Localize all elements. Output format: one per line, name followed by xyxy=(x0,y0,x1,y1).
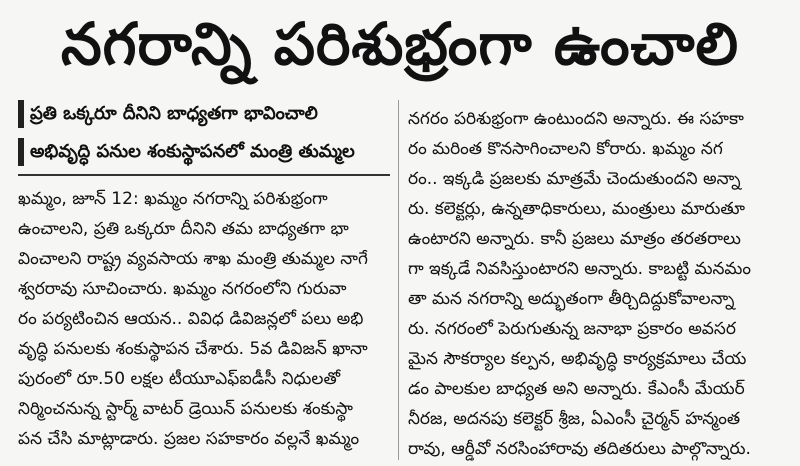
article-line: శ్వరరావు సూచించారు. ఖమ్మం నగరంలోని గురువా xyxy=(18,279,347,299)
headline: నగరాన్ని పరిశుభ్రంగా ఉంచాలి xyxy=(60,10,740,78)
left-article-text xyxy=(18,184,390,454)
subheading-2: అభివృద్ధి పనుల శంకుస్థాపనలో మంత్రి తుమ్మల xyxy=(18,138,390,166)
article-line: రు. కలెక్టర్లు, ఉన్నతాధికారులు, మంత్రులు మారుతూ xyxy=(408,199,745,219)
article-line: రం పర్యటించిన ఆయన.. వివిధ డివిజన్లలో పలు అభి xyxy=(18,309,364,329)
article-line: పన చేసి మాట్లాడారు. ప్రజల సహకారం వల్లనే ఖమ్మం xyxy=(18,429,360,449)
article-line: వృద్ధి పనులకు శంకుస్థాపన చేశారు. 5వ డివిజన్ ఖానా xyxy=(18,339,368,359)
article-line: గా ఇక్కడే నివసిస్తుంటారని అన్నారు. కాబట్టి మనమం xyxy=(408,259,752,279)
article-line: నగరం పరిశుభ్రంగా ఉంటుందని అన్నారు. ఈ సహకా xyxy=(408,109,744,129)
left-column xyxy=(18,96,390,454)
article-line: ఖమ్మం, జూన్ 12: ఖమ్మం నగరాన్ని పరిశుభ్రంగా xyxy=(18,189,328,209)
article-line: డం పాలకుల బాధ్యత అని అన్నారు. కేఎంసీ మేయర్ xyxy=(408,379,745,399)
article-line: ఉంచాలని, ప్రతి ఒక్కరూ దీనిని తమ బాధ్యతగా భా xyxy=(18,219,349,239)
article-line: తా మన నగరాన్ని అద్భుతంగా తీర్చిదిద్దుకోవాలన్నా xyxy=(408,289,735,309)
article-line: వించాలని రాష్ట్ర వ్యవసాయ శాఖ మంత్రి తుమ్మల నాగే xyxy=(18,249,368,269)
article-line: రు. నగరంలో పెరుగుతున్న జనాభా ప్రకారం అవసర xyxy=(408,319,736,339)
right-column xyxy=(408,104,788,464)
subheading-1: ప్రతి ఒక్కరూ దీనిని బాధ్యతగా భావించాలి xyxy=(18,100,390,128)
article-line: పురంలో రూ.50 లక్షల టీయూఎఫ్ఐడీసీ నిధులతో xyxy=(18,369,341,389)
subheading-rule xyxy=(18,174,390,176)
article-line: ఉంటారని అన్నారు. కానీ ప్రజలు మాత్రం తరతరాలు xyxy=(408,229,741,249)
article-line: నీరజ, అదనపు కలెక్టర్ శ్రీజ, ఏఎంసీ చైర్మన్ హన్మంత xyxy=(408,409,741,429)
column-divider xyxy=(398,100,399,460)
article-line: రం.. ఇక్కడి ప్రజలకు మాత్రమే చెందుతుందని అన్నా xyxy=(408,169,741,189)
article-line: రం మరింత కొనసాగించాలని కోరారు. ఖమ్మం నగ xyxy=(408,139,723,159)
article-line: మైన సౌకర్యాల కల్పన, అభివృద్ధి కార్యక్రమాలు చేయ xyxy=(408,349,747,369)
article-line: నిర్మించనున్న స్టార్మ్ వాటర్ డ్రెయిన్ పనులకు శంకుస్థా xyxy=(18,399,353,419)
article-line: రావు, ఆర్డీవో నరసింహారావు తదితరులు పాల్గొన్నారు. xyxy=(408,439,751,459)
